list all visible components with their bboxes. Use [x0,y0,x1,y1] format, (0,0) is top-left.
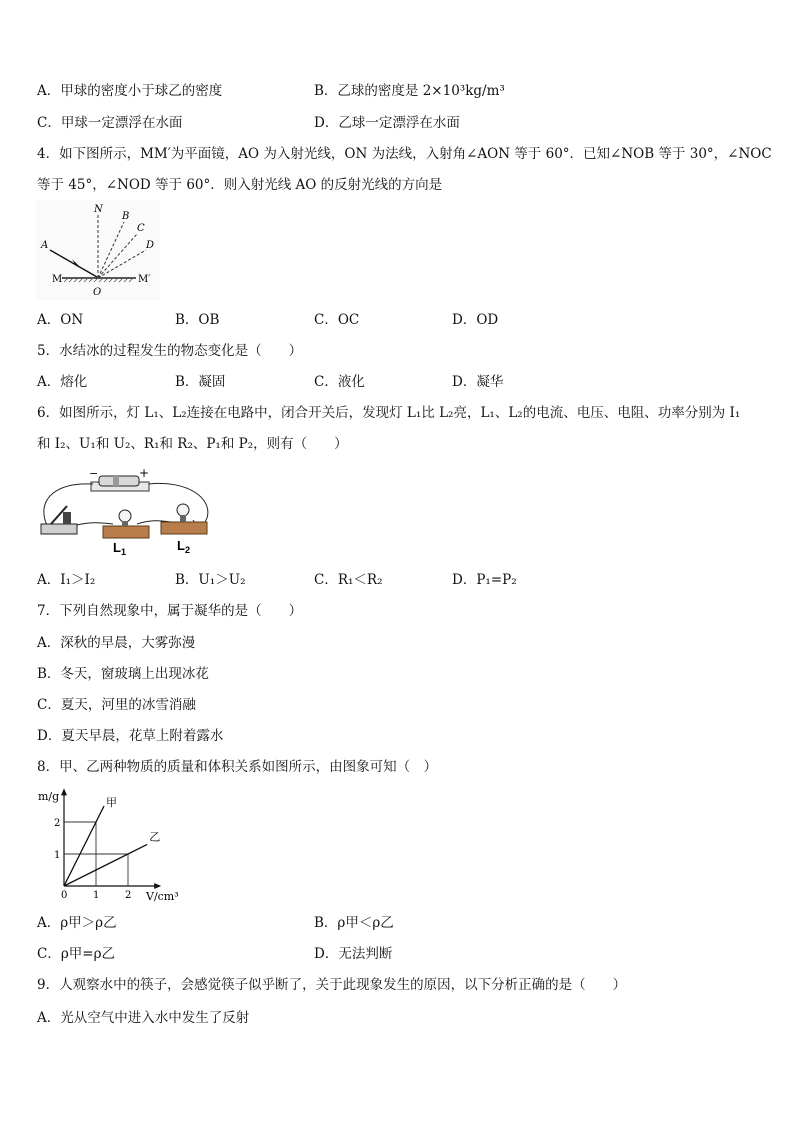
mirror-reflection-figure [36,200,160,300]
q6-option-c: C．R₁＜R₂ [314,572,383,588]
q4-option-a: A．ON [37,312,84,328]
l1-socket [122,521,128,526]
q8-option-b: B．ρ甲＜ρ乙 [314,915,394,931]
label-l2: $L_2$ [177,538,190,555]
q6-option-a: A．I₁＞I₂ [37,572,96,588]
q5-stem: 5．水结冰的过程发生的物态变化是（ ） [37,343,303,359]
q7-stem: 7．下列自然现象中，属于凝华的是（ ） [37,603,303,619]
series-line-1 [64,806,104,886]
q7-option-b: B．冬天，窗玻璃上出现冰花 [37,666,209,682]
q5-option-a: A．熔化 [37,374,88,390]
series-line-2 [64,844,147,886]
series-label-2: 乙 [149,830,161,844]
label-n: N [94,204,103,215]
q4-stem-line2: 等于 45°，∠NOD 等于 60°．则入射光线 AO 的反射光线的方向是 [37,177,443,193]
q5-option-b: B．凝固 [175,374,226,390]
q8-option-d: D．无法判断 [314,946,393,962]
q6-stem-line2: 和 I₂、U₁和 U₂、R₁和 R₂、P₁和 P₂，则有（ ） [37,436,348,452]
q3-option-c: C．甲球一定漂浮在水面 [37,115,183,131]
y-axis-arrow [61,788,67,795]
q8-stem: 8．甲、乙两种物质的质量和体积关系如图所示，由图象可知（ ） [37,759,438,775]
q5-option-d: D．凝华 [452,374,504,390]
battery-plus: + [139,468,150,480]
q7-option-d: D．夏天早晨，花草上附着露水 [37,728,224,744]
label-m-prime: M′ [138,274,151,285]
x-tick-label: 2 [125,890,132,901]
q7-option-c: C．夏天，河里的冰雪消融 [37,697,196,713]
label-m: M [52,274,63,285]
q8-option-c: C．ρ甲=ρ乙 [37,946,116,962]
label-o: O [93,287,102,298]
q5-option-c: C．液化 [314,374,365,390]
q7-option-a: A．深秋的早晨，大雾弥漫 [37,635,196,651]
x-tick-label: 0 [61,890,68,901]
switch-post [63,512,71,524]
label-l1: $L_1$ [113,540,126,557]
chart-xlabel: V/cm³ [146,890,179,903]
q3-option-b: B．乙球的密度是 2×10³kg/m³ [314,83,505,99]
l2-bulb [177,504,189,516]
chart-ylabel: m/g [38,790,60,803]
y-tick-label: 2 [54,818,61,829]
circuit-figure [37,468,215,560]
q6-option-d: D．P₁=P₂ [452,572,517,588]
wire-right [149,483,208,525]
q3-option-a: A．甲球的密度小于球乙的密度 [37,83,223,99]
l2-base [161,522,207,534]
q6-stem-line1: 6．如图所示，灯 L₁、L₂连接在电路中，闭合开关后，发现灯 L₁比 L₂亮，L₁、L₂的电流、电压、电阻、功率分别为 I₁ [37,405,741,421]
label-c: C [137,223,145,234]
y-tick-label: 1 [54,850,61,861]
switch-base [41,524,77,534]
q4-option-d: D．OD [452,312,499,328]
x-axis-arrow [154,883,161,889]
battery-band [113,476,119,486]
x-tick-label: 1 [93,890,100,901]
series-label-1: 甲 [106,796,117,809]
q9-option-a: A．光从空气中进入水中发生了反射 [37,1010,250,1026]
q8-option-a: A．ρ甲＞ρ乙 [37,915,117,931]
mass-volume-chart [36,786,188,906]
q4-option-c: C．OC [314,312,360,328]
q9-stem: 9．人观察水中的筷子，会感觉筷子似乎断了，关于此现象发生的原因，以下分析正确的是（ ） [37,977,627,993]
q3-option-d: D．乙球一定漂浮在水面 [314,115,460,131]
label-b: B [122,211,130,222]
l1-base [103,526,149,538]
q4-option-b: B．OB [175,312,220,328]
q6-option-b: B．U₁＞U₂ [175,572,246,588]
l2-socket [180,515,186,522]
l1-bulb [119,510,131,522]
label-d: D [146,240,155,251]
battery-minus: − [89,468,99,480]
q4-stem-line1: 4．如下图所示，MM′为平面镜，AO 为入射光线，ON 为法线，入射角∠AON 等于 60°．已知∠NOB 等于 30°，∠NOC [37,146,772,162]
label-a: A [41,240,49,251]
